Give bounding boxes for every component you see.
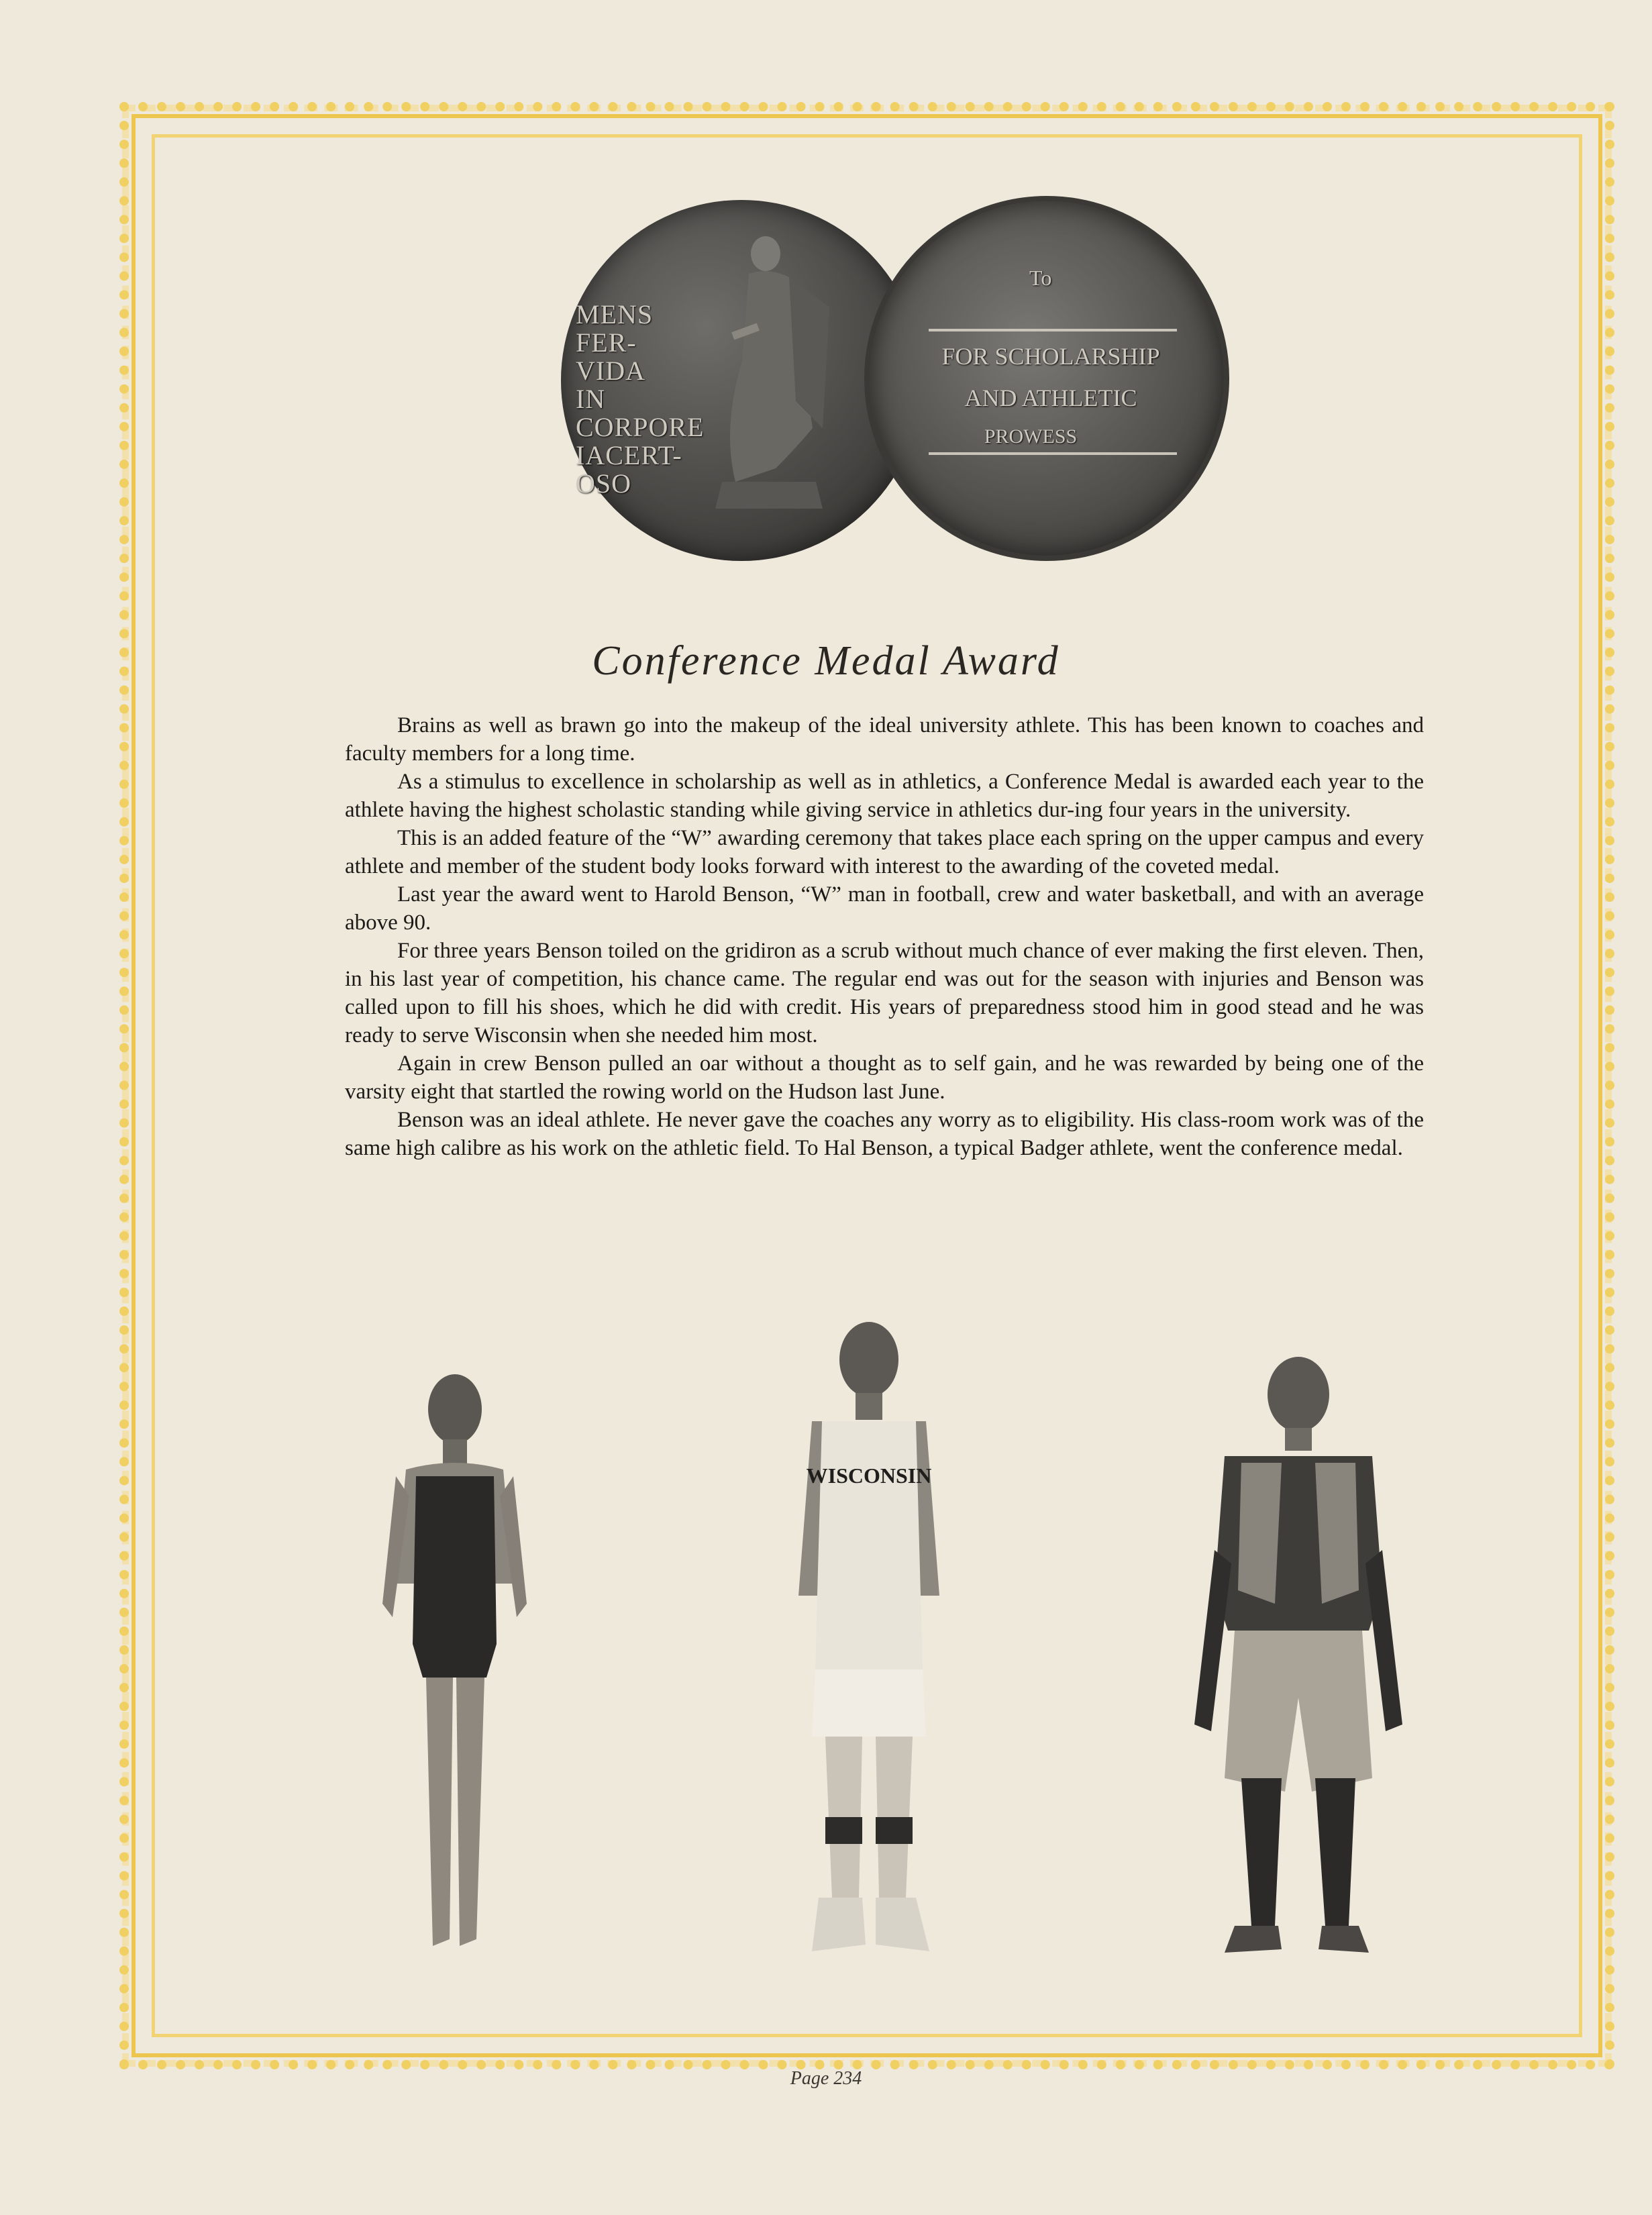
photo-benson-basketball [772, 1307, 966, 1965]
inscription-line: CORPORE [576, 412, 705, 442]
article-body [345, 711, 1424, 1162]
inscription-line: VIDA IN [576, 356, 644, 414]
conference-medal-image [561, 196, 1229, 572]
paragraph: This is an added feature of the “W” awarding ceremony that takes place each spring on the upper campus and every athlete and member of the student body looks forward with interest to the awarding of the coveted medal. [345, 826, 1424, 878]
medal-front-inscription [576, 299, 705, 499]
photo-benson-football [1188, 1349, 1409, 1959]
medal-back-line: FOR SCHOLARSHIP [941, 343, 1160, 370]
inscription-line: MENS [576, 299, 654, 329]
medal-back-line: AND ATHLETIC [964, 384, 1137, 411]
paragraph: As a stimulus to excellence in scholarship as well as in athletics, a Conference Medal is awarded each year to the athlete having the highest scholastic standing while giving service in athletics dur-ing four years in the university. [345, 770, 1424, 822]
jersey-lettering: WISCONSIN [806, 1463, 932, 1488]
medal-back [864, 196, 1229, 561]
page-number: Page 234 [790, 2068, 862, 2089]
inscription-line: OSO [576, 468, 632, 499]
paragraph: Again in crew Benson pulled an oar without a thought as to self gain, and he was rewarded by being one of the varsity eight that startled the rowing world on the Hudson last June. [345, 1051, 1424, 1104]
inscription-line: FER- [576, 327, 637, 358]
medal-back-to: To [1029, 266, 1052, 290]
paragraph: Benson was an ideal athlete. He never gave the coaches any worry as to eligibility. His class-room work was of the same high calibre as his work on the athletic field. To Hal Benson, a typical Badger athlete, went the conference medal. [345, 1108, 1424, 1160]
photo-benson-swimsuit [369, 1362, 537, 1959]
medal-back-line: PROWESS [984, 425, 1078, 448]
paragraph: For three years Benson toiled on the gridiron as a scrub without much chance of ever making the first eleven. Then, in his last year of competition, his chance came. The regular end was out for the season with injuries and Benson was called upon to fill his shoes, which he did with credit. His years of preparedness stood him in good stead and he was ready to serve Wisconsin when she needed him most. [345, 939, 1424, 1047]
paragraph: Last year the award went to Harold Benson, “W” man in football, crew and water basketball, and with an average above 90. [345, 882, 1424, 935]
paragraph: Brains as well as brawn go into the makeup of the ideal university athlete. This has been known to coaches and faculty members for a long time. [345, 713, 1424, 766]
inscription-line: IACERT- [576, 440, 682, 470]
page-title: Conference Medal Award [592, 638, 1060, 684]
seated-figure-relief [695, 227, 836, 515]
